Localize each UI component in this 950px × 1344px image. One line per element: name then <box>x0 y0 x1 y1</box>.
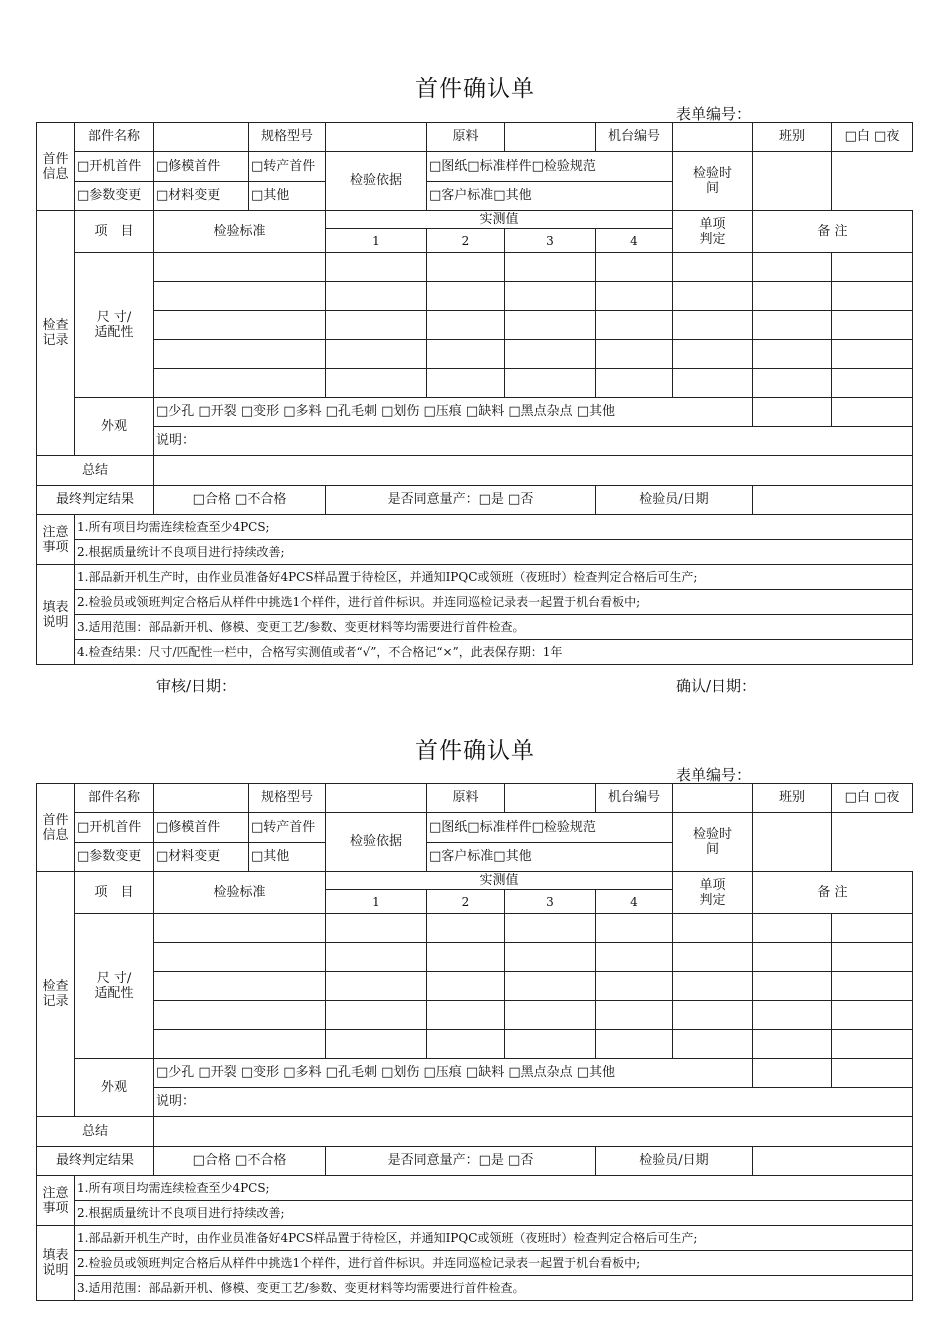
dimension-label: 尺 寸/适配性 <box>75 914 154 1059</box>
measure-cell[interactable] <box>427 340 505 369</box>
remark-cell[interactable] <box>832 311 913 340</box>
material-label: 原料 <box>427 784 505 813</box>
review-date-label: 审核/日期： <box>156 677 237 695</box>
appearance-defect-options[interactable]: □少孔 □开裂 □变形 □多料 □孔毛刺 □划伤 □压痕 □缺料 □黑点杂点 □其他 <box>154 1059 753 1088</box>
measure-cell[interactable] <box>596 311 673 340</box>
shift-checkboxes[interactable]: □白 □夜 <box>832 784 913 813</box>
part-name-label: 部件名称 <box>75 784 154 813</box>
appearance-explain[interactable]: 说明： <box>154 1088 913 1117</box>
part-name-value[interactable] <box>154 123 249 152</box>
form1-table <box>36 122 913 665</box>
judge-cell[interactable] <box>673 1001 753 1030</box>
remark-cell[interactable] <box>753 253 832 282</box>
measure-cell[interactable] <box>505 943 596 972</box>
summary-value[interactable] <box>154 1117 913 1147</box>
measure-cell[interactable] <box>596 369 673 398</box>
remarks-header: 备 注 <box>753 211 913 253</box>
fill-note: 1.部品新开机生产时，由作业员准备好4PCS样品置于待检区，并通知IPQC或领班（夜班时）检查判定合格后可生产; <box>75 565 913 590</box>
basis-options-1[interactable]: □图纸□标准样件□检验规范 <box>427 152 673 182</box>
inspect-time-value[interactable] <box>753 152 832 211</box>
opt-param-change[interactable]: □参数变更 <box>75 843 154 872</box>
spec-label: 规格型号 <box>249 784 326 813</box>
remark-cell[interactable] <box>832 282 913 311</box>
standard-cell[interactable] <box>154 340 326 369</box>
measure-cell[interactable] <box>505 369 596 398</box>
measure-cell[interactable] <box>596 282 673 311</box>
opt-changeover-first[interactable]: □转产首件 <box>249 813 326 843</box>
fill-label: 填表说明 <box>37 565 75 665</box>
remark-cell[interactable] <box>832 340 913 369</box>
form2-table <box>36 783 913 1301</box>
judge-cell[interactable] <box>673 914 753 943</box>
measure-col-2: 2 <box>427 890 505 914</box>
notice-label: 注意事项 <box>37 515 75 565</box>
measure-cell[interactable] <box>326 340 427 369</box>
material-value[interactable] <box>505 784 596 813</box>
remark-cell[interactable] <box>753 1059 832 1088</box>
judge-cell[interactable] <box>673 972 753 1001</box>
fill-note: 3.适用范围：部品新开机、修模、变更工艺/参数、变更材料等均需要进行首件检查。 <box>75 615 913 640</box>
inspect-time-value[interactable] <box>753 813 832 872</box>
measure-cell[interactable] <box>427 1001 505 1030</box>
measured-header: 实测值 <box>326 872 673 890</box>
remark-cell[interactable] <box>832 253 913 282</box>
machine-no-label: 机台编号 <box>596 123 673 152</box>
appearance-label: 外观 <box>75 1059 154 1117</box>
remark-cell[interactable] <box>753 914 832 943</box>
standard-cell[interactable] <box>154 282 326 311</box>
appearance-label: 外观 <box>75 398 154 456</box>
fill-note: 3.适用范围：部品新开机、修模、变更工艺/参数、变更材料等均需要进行首件检查。 <box>75 1276 913 1301</box>
opt-startup-first[interactable]: □开机首件 <box>75 813 154 843</box>
measure-cell[interactable] <box>427 972 505 1001</box>
dimension-label: 尺 寸/适配性 <box>75 253 154 398</box>
measure-cell[interactable] <box>326 914 427 943</box>
measure-col-4: 4 <box>596 890 673 914</box>
standard-cell[interactable] <box>154 1030 326 1059</box>
judge-cell[interactable] <box>673 1030 753 1059</box>
final-result-label: 最终判定结果 <box>37 486 154 515</box>
inspector-date-value[interactable] <box>753 486 913 515</box>
standard-cell[interactable] <box>154 253 326 282</box>
standard-header: 检验标准 <box>154 211 326 253</box>
notice-item: 1.所有项目均需连续检查至少4PCS; <box>75 515 913 540</box>
remark-cell[interactable] <box>753 282 832 311</box>
single-judge-header: 单项判定 <box>673 211 753 253</box>
notice-item: 1.所有项目均需连续检查至少4PCS; <box>75 1176 913 1201</box>
measure-cell[interactable] <box>505 972 596 1001</box>
remark-cell[interactable] <box>753 943 832 972</box>
opt-startup-first[interactable]: □开机首件 <box>75 152 154 182</box>
spec-value[interactable] <box>326 784 427 813</box>
measure-cell[interactable] <box>505 282 596 311</box>
material-label: 原料 <box>427 123 505 152</box>
final-result-label: 最终判定结果 <box>37 1147 154 1176</box>
notice-item: 2.根据质量统计不良项目进行持续改善; <box>75 1201 913 1226</box>
machine-no-value[interactable] <box>673 123 753 152</box>
measure-cell[interactable] <box>596 253 673 282</box>
fill-note: 1.部品新开机生产时，由作业员准备好4PCS样品置于待检区，并通知IPQC或领班（夜班时）检查判定合格后可生产; <box>75 1226 913 1251</box>
inspect-time-label: 检验时间 <box>673 813 753 872</box>
measure-cell[interactable] <box>326 943 427 972</box>
measure-cell[interactable] <box>596 1030 673 1059</box>
single-judge-header: 单项判定 <box>673 872 753 914</box>
inspect-record-label: 检查记录 <box>37 872 75 1117</box>
standard-cell[interactable] <box>154 1001 326 1030</box>
part-name-label: 部件名称 <box>75 123 154 152</box>
fill-note: 2.检验员或领班判定合格后从样件中挑选1个样件，进行首件标识。并连同巡检记录表一起置于机台看板中; <box>75 590 913 615</box>
standard-cell[interactable] <box>154 311 326 340</box>
machine-no-label: 机台编号 <box>596 784 673 813</box>
measure-col-4: 4 <box>596 229 673 253</box>
remark-cell[interactable] <box>753 311 832 340</box>
form1-form-no-label: 表单编号： <box>676 105 752 123</box>
appearance-explain[interactable]: 说明： <box>154 427 913 456</box>
standard-cell[interactable] <box>154 972 326 1001</box>
measure-cell[interactable] <box>427 282 505 311</box>
measure-cell[interactable] <box>326 282 427 311</box>
measure-cell[interactable] <box>505 1030 596 1059</box>
machine-no-value[interactable] <box>673 784 753 813</box>
standard-cell[interactable] <box>154 914 326 943</box>
spec-label: 规格型号 <box>249 123 326 152</box>
mass-production-options[interactable]: 是否同意量产：□是 □否 <box>326 1147 596 1176</box>
remark-cell[interactable] <box>832 1059 913 1088</box>
form2-form-no-label: 表单编号： <box>676 766 752 784</box>
remark-cell[interactable] <box>832 1030 913 1059</box>
remarks-header: 备 注 <box>753 872 913 914</box>
basis-options-2[interactable]: □客户标准□其他 <box>427 182 673 211</box>
judge-cell[interactable] <box>673 282 753 311</box>
inspect-record-label: 检查记录 <box>37 211 75 456</box>
judge-cell[interactable] <box>673 340 753 369</box>
remark-cell[interactable] <box>832 398 913 427</box>
measure-col-3: 3 <box>505 229 596 253</box>
measure-cell[interactable] <box>326 1001 427 1030</box>
measure-cell[interactable] <box>326 369 427 398</box>
standard-header: 检验标准 <box>154 872 326 914</box>
measure-cell[interactable] <box>505 1001 596 1030</box>
remark-cell[interactable] <box>832 369 913 398</box>
opt-changeover-first[interactable]: □转产首件 <box>249 152 326 182</box>
shift-label: 班别 <box>753 123 832 152</box>
measure-cell[interactable] <box>596 943 673 972</box>
measure-cell[interactable] <box>505 914 596 943</box>
remark-cell[interactable] <box>832 914 913 943</box>
measure-cell[interactable] <box>596 972 673 1001</box>
measure-cell[interactable] <box>596 340 673 369</box>
measured-header: 实测值 <box>326 211 673 229</box>
appearance-defect-options[interactable]: □少孔 □开裂 □变形 □多料 □孔毛刺 □划伤 □压痕 □缺料 □黑点杂点 □其他 <box>154 398 753 427</box>
opt-other[interactable]: □其他 <box>249 182 326 211</box>
opt-mold-repair-first[interactable]: □修模首件 <box>154 152 249 182</box>
form1-title: 首件确认单 <box>415 76 535 102</box>
fill-label: 填表说明 <box>37 1226 75 1301</box>
inspector-date-label: 检验员/日期 <box>596 1147 753 1176</box>
opt-mold-repair-first[interactable]: □修模首件 <box>154 813 249 843</box>
summary-value[interactable] <box>154 456 913 486</box>
measure-cell[interactable] <box>427 1030 505 1059</box>
remark-cell[interactable] <box>753 369 832 398</box>
remark-cell[interactable] <box>832 1001 913 1030</box>
fill-note: 2.检验员或领班判定合格后从样件中挑选1个样件，进行首件标识。并连同巡检记录表一起置于机台看板中; <box>75 1251 913 1276</box>
item-header: 项 目 <box>75 211 154 253</box>
remark-cell[interactable] <box>753 340 832 369</box>
judge-cell[interactable] <box>673 943 753 972</box>
measure-col-2: 2 <box>427 229 505 253</box>
inspector-date-label: 检验员/日期 <box>596 486 753 515</box>
remark-cell[interactable] <box>753 972 832 1001</box>
remark-cell[interactable] <box>832 943 913 972</box>
standard-cell[interactable] <box>154 943 326 972</box>
standard-cell[interactable] <box>154 369 326 398</box>
material-value[interactable] <box>505 123 596 152</box>
measure-cell[interactable] <box>505 311 596 340</box>
part-name-value[interactable] <box>154 784 249 813</box>
mass-production-options[interactable]: 是否同意量产：□是 □否 <box>326 486 596 515</box>
measure-cell[interactable] <box>427 311 505 340</box>
measure-cell[interactable] <box>505 340 596 369</box>
measure-cell[interactable] <box>427 914 505 943</box>
shift-label: 班别 <box>753 784 832 813</box>
measure-col-1: 1 <box>326 229 427 253</box>
basis-options-2[interactable]: □客户标准□其他 <box>427 843 673 872</box>
summary-label: 总结 <box>37 1117 154 1147</box>
inspect-time-label: 检验时间 <box>673 152 753 211</box>
measure-cell[interactable] <box>596 1001 673 1030</box>
remark-cell[interactable] <box>753 1030 832 1059</box>
remark-cell[interactable] <box>753 1001 832 1030</box>
basis-label: 检验依据 <box>326 152 427 211</box>
confirm-date-label: 确认/日期： <box>676 677 757 695</box>
opt-material-change[interactable]: □材料变更 <box>154 843 249 872</box>
measure-cell[interactable] <box>505 253 596 282</box>
opt-other[interactable]: □其他 <box>249 843 326 872</box>
measure-col-3: 3 <box>505 890 596 914</box>
summary-label: 总结 <box>37 456 154 486</box>
item-header: 项 目 <box>75 872 154 914</box>
measure-cell[interactable] <box>326 972 427 1001</box>
form2-title: 首件确认单 <box>415 738 535 764</box>
measure-cell[interactable] <box>427 943 505 972</box>
final-result-options[interactable]: □合格 □不合格 <box>154 1147 326 1176</box>
basis-options-1[interactable]: □图纸□标准样件□检验规范 <box>427 813 673 843</box>
inspector-date-value[interactable] <box>753 1147 913 1176</box>
measure-cell[interactable] <box>596 914 673 943</box>
shift-checkboxes[interactable]: □白 □夜 <box>832 123 913 152</box>
first-info-label: 首件信息 <box>37 123 75 211</box>
measure-cell[interactable] <box>326 311 427 340</box>
judge-cell[interactable] <box>673 369 753 398</box>
remark-cell[interactable] <box>832 972 913 1001</box>
opt-material-change[interactable]: □材料变更 <box>154 182 249 211</box>
opt-param-change[interactable]: □参数变更 <box>75 182 154 211</box>
notice-label: 注意事项 <box>37 1176 75 1226</box>
spec-value[interactable] <box>326 123 427 152</box>
measure-cell[interactable] <box>326 253 427 282</box>
notice-item: 2.根据质量统计不良项目进行持续改善; <box>75 540 913 565</box>
final-result-options[interactable]: □合格 □不合格 <box>154 486 326 515</box>
measure-cell[interactable] <box>427 369 505 398</box>
first-info-label: 首件信息 <box>37 784 75 872</box>
measure-cell[interactable] <box>427 253 505 282</box>
judge-cell[interactable] <box>673 253 753 282</box>
measure-col-1: 1 <box>326 890 427 914</box>
basis-label: 检验依据 <box>326 813 427 872</box>
measure-cell[interactable] <box>326 1030 427 1059</box>
remark-cell[interactable] <box>753 398 832 427</box>
fill-note: 4.检查结果：尺寸/匹配性一栏中，合格写实测值或者“√”，不合格记“×”，此表保存期：1年 <box>75 640 913 665</box>
judge-cell[interactable] <box>673 311 753 340</box>
